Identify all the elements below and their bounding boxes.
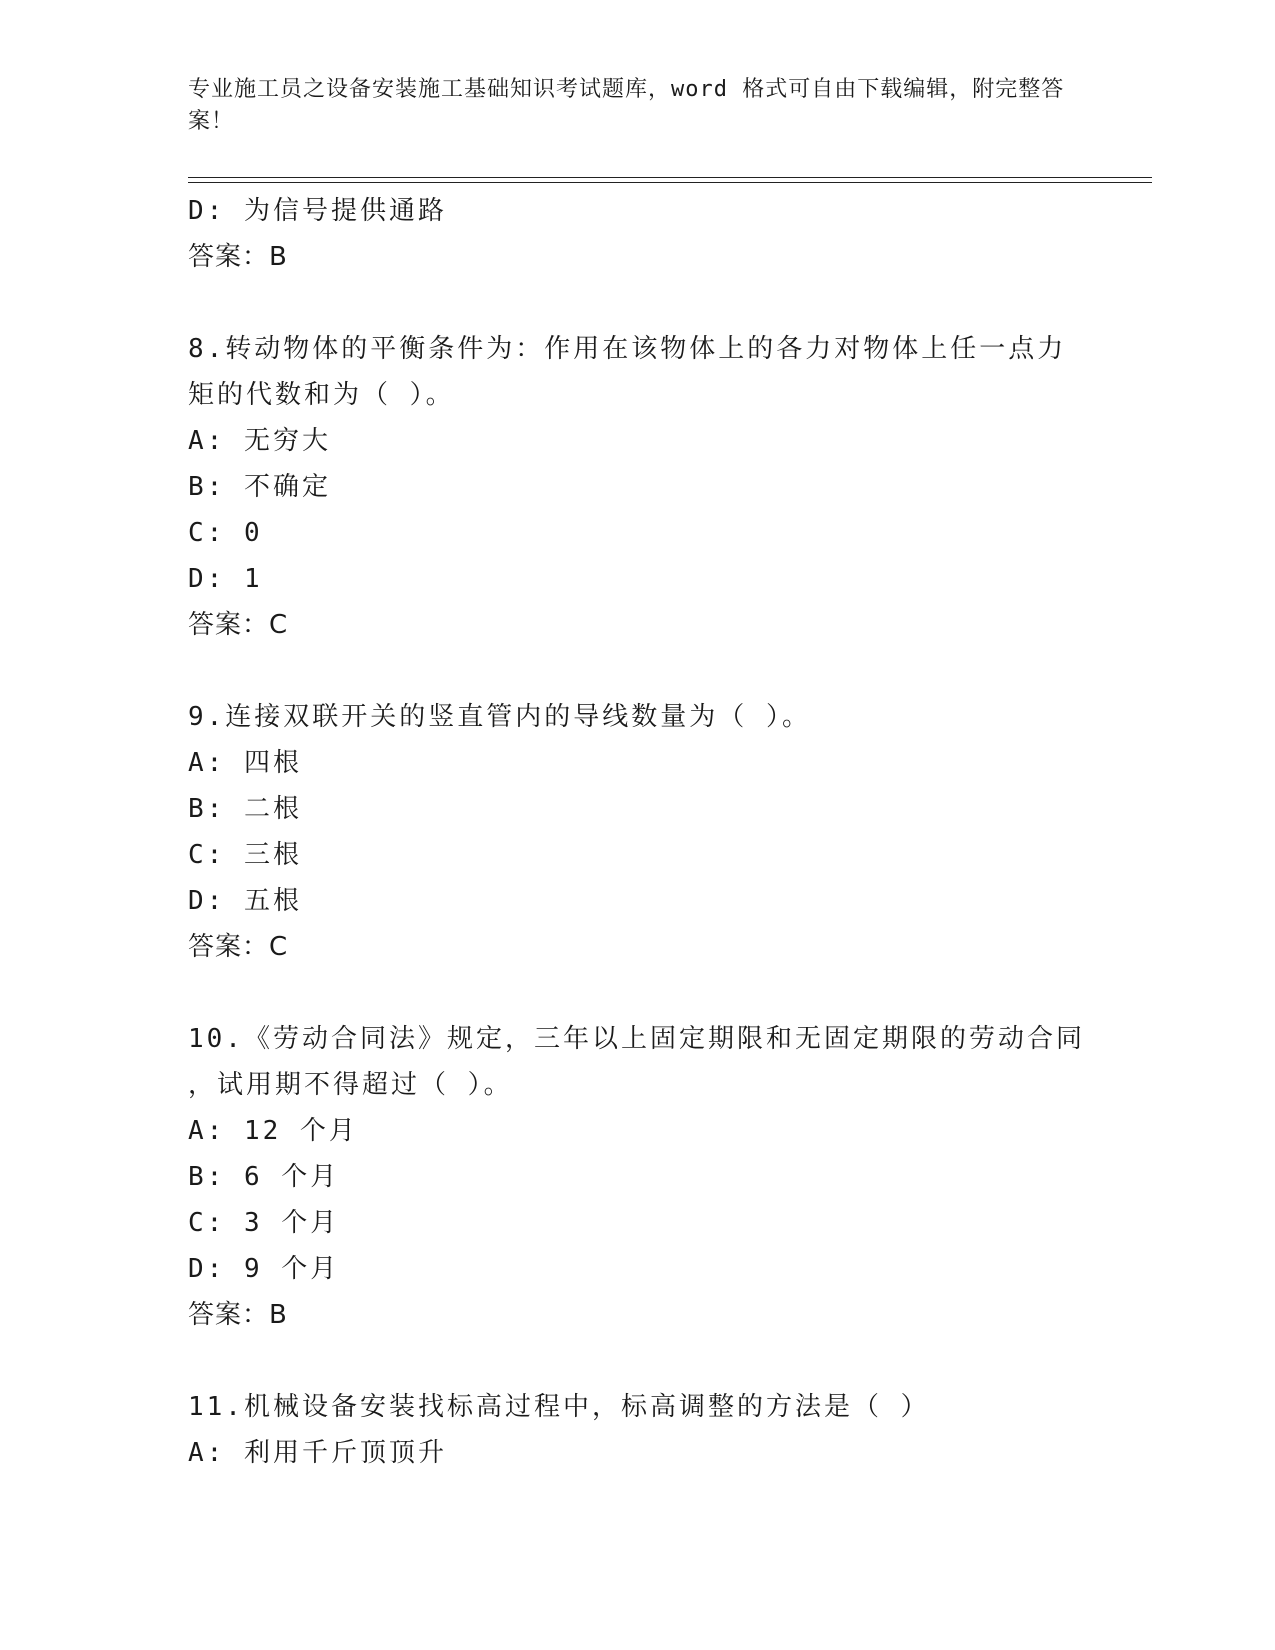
q10-text-line1: 10.《劳动合同法》规定，三年以上固定期限和无固定期限的劳动合同 (188, 1024, 1085, 1054)
q10-text-line2: ，试用期不得超过（ ）。 (188, 1070, 513, 1100)
header-rule-top (188, 177, 1152, 178)
q9-answer: 答案：C (188, 932, 289, 962)
q8-option-d: D: 1 (188, 564, 263, 594)
question-list (188, 188, 1088, 1476)
q8-option-c: C: 0 (188, 518, 263, 548)
prev-answer: 答案：B (188, 242, 288, 272)
q8-answer: 答案：C (188, 610, 289, 640)
q9-text: 9.连接双联开关的竖直管内的导线数量为（ ）。 (188, 702, 811, 732)
q9-option-b: B: 二根 (188, 794, 302, 824)
q10-option-c: C: 3 个月 (188, 1208, 340, 1238)
q9-option-c: C: 三根 (188, 840, 302, 870)
q11-text: 11.机械设备安装找标高过程中，标高调整的方法是（ ） (188, 1392, 930, 1422)
q8-option-b: B: 不确定 (188, 472, 331, 502)
q8-text-line1: 8.转动物体的平衡条件为：作用在该物体上的各力对物体上任一点力 (188, 334, 1067, 364)
q8-option-a: A: 无穷大 (188, 426, 331, 456)
header-title: 专业施工员之设备安装施工基础知识考试题库，word 格式可自由下载编辑，附完整答案！ (188, 77, 1065, 134)
q8-text-line2: 矩的代数和为（ ）。 (188, 380, 455, 410)
q9-option-d: D: 五根 (188, 886, 302, 916)
document-header (188, 74, 1068, 138)
q10-option-d: D: 9 个月 (188, 1254, 340, 1284)
q10-answer: 答案：B (188, 1300, 288, 1330)
q11-option-a: A: 利用千斤顶顶升 (188, 1438, 447, 1468)
prev-option-d: D: 为信号提供通路 (188, 196, 447, 226)
header-rule-bottom (188, 182, 1152, 183)
q10-option-a: A: 12 个月 (188, 1116, 358, 1146)
q9-option-a: A: 四根 (188, 748, 302, 778)
q10-option-b: B: 6 个月 (188, 1162, 340, 1192)
